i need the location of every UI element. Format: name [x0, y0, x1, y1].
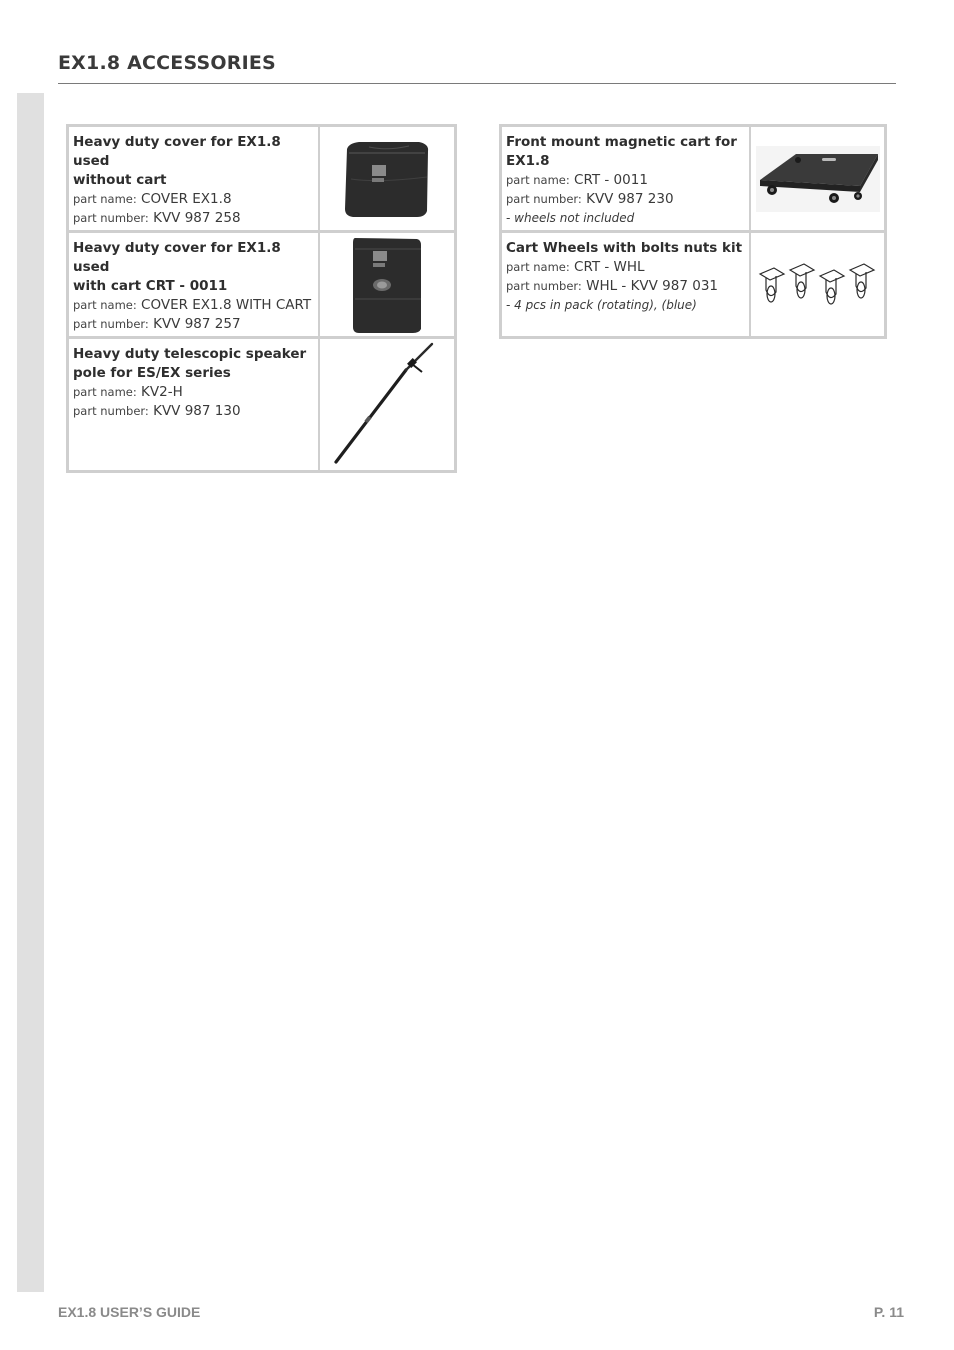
part-number-value: KVV 987 130	[153, 403, 241, 419]
accessory-title: Heavy duty cover for EX1.8 used without cart	[73, 134, 281, 188]
part-number-value: KVV 987 257	[153, 316, 241, 332]
accessory-image	[751, 233, 884, 336]
accessory-text	[502, 127, 749, 230]
part-name-value: KV2-H	[141, 384, 183, 400]
part-name-value: CRT - 0011	[574, 172, 648, 188]
part-name-line: part name: COVER EX1.8 WITH CART	[73, 297, 312, 313]
accessory-text	[69, 339, 318, 470]
part-number-line: part number: KVV 987 230	[506, 191, 674, 207]
part-name-line: part name: CRT - 0011	[506, 172, 648, 188]
accessory-title: Heavy duty telescopic speaker pole for ES/EX series	[73, 346, 307, 381]
accessory-row-cover-with-cart	[69, 233, 454, 336]
part-name-line: part name: CRT - WHL	[506, 259, 645, 275]
part-number-value: KVV 987 230	[586, 191, 674, 207]
speaker-pole-icon	[322, 342, 452, 467]
part-number-line: part number: KVV 987 130	[73, 403, 241, 419]
accessory-image	[751, 127, 884, 230]
part-number-value: WHL - KVV 987 031	[586, 278, 719, 294]
left-accessories-table	[66, 124, 457, 473]
part-number-value: KVV 987 258	[153, 210, 241, 226]
part-name-value: COVER EX1.8	[141, 191, 232, 207]
side-bar	[17, 93, 44, 1292]
part-number-line: part number: KVV 987 258	[73, 210, 241, 226]
right-accessories-table	[499, 124, 887, 339]
accessory-row-cover-no-cart	[69, 127, 454, 230]
accessory-text	[502, 233, 749, 336]
accessory-note: - wheels not included	[506, 211, 635, 225]
accessory-title: Heavy duty cover for EX1.8 used with cart CRT - 0011	[73, 240, 281, 294]
part-name-value: COVER EX1.8 WITH CART	[141, 297, 312, 313]
accessory-image	[320, 233, 454, 336]
accessory-row-magnetic-cart	[502, 127, 884, 230]
accessory-title: Cart Wheels with bolts nuts kit	[506, 240, 743, 256]
caster-wheels-icon	[756, 260, 880, 310]
page-title: EX1.8 ACCESSORIES	[58, 52, 276, 74]
accessory-note: - 4 pcs in pack (rotating), (blue)	[506, 298, 697, 312]
part-number-line: part number: KVV 987 257	[73, 316, 241, 332]
part-name-line: part name: KV2-H	[73, 384, 183, 400]
accessory-row-speaker-pole	[69, 339, 454, 470]
title-rule	[58, 83, 896, 84]
part-name-line: part name: COVER EX1.8	[73, 191, 232, 207]
part-number-line: part number: WHL - KVV 987 031	[506, 278, 719, 294]
accessory-image	[320, 127, 454, 230]
speaker-cover-with-cart-icon	[337, 235, 437, 335]
cart-icon	[756, 146, 880, 212]
accessory-row-cart-wheels	[502, 233, 884, 336]
footer-page-number: P. 11	[873, 1304, 904, 1320]
accessory-title: Front mount magnetic cart for EX1.8	[506, 134, 737, 169]
accessory-text	[69, 233, 318, 336]
footer-guide-title: EX1.8 USER’S GUIDE	[58, 1304, 201, 1320]
accessory-text	[69, 127, 318, 230]
speaker-cover-icon	[339, 139, 435, 219]
accessory-image	[320, 339, 454, 470]
part-name-value: CRT - WHL	[574, 259, 645, 275]
